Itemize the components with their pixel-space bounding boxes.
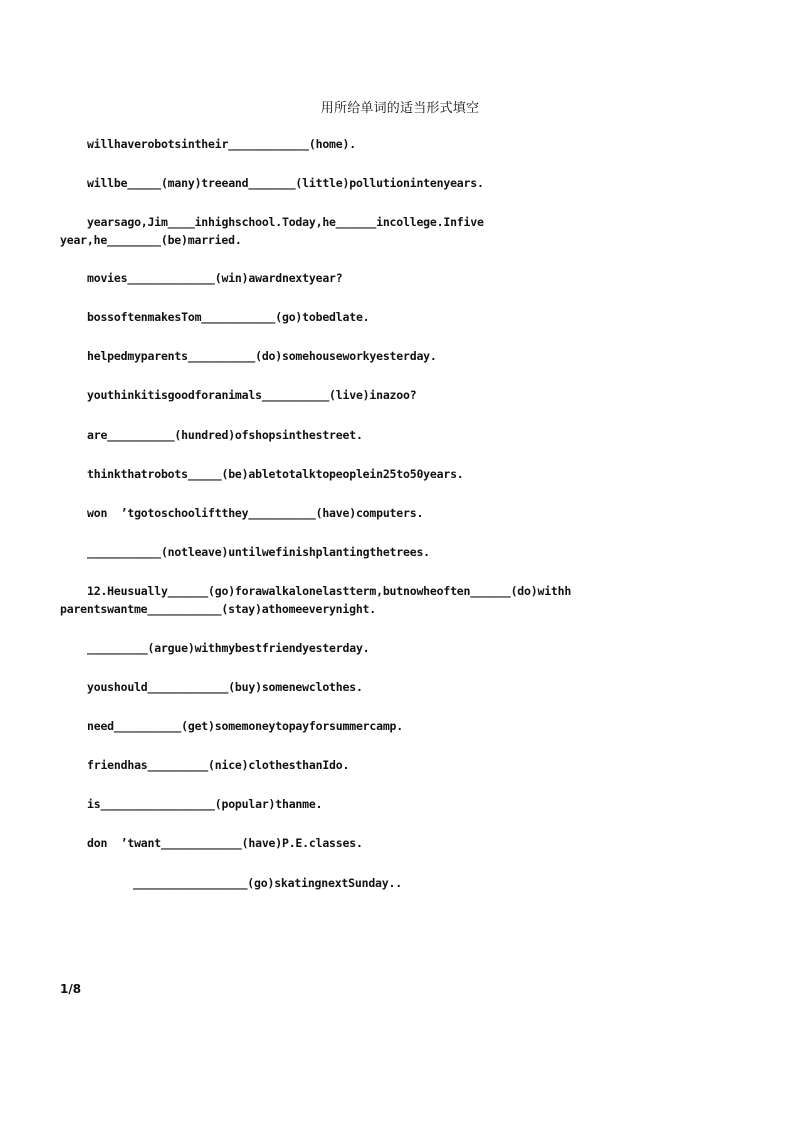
exercise-line-4: movies_____________(win)awardnextyear?: [87, 271, 343, 285]
exercise-line-7: youthinkitisgoodforanimals__________(live)inazoo?: [87, 388, 417, 402]
exercise-line-19: _________________(go)skatingnextSunday..: [133, 876, 402, 890]
exercise-line-18: don ’twant____________(have)P.E.classes.: [87, 836, 363, 850]
exercise-line-13: _________(argue)withmybestfriendyesterday.: [87, 641, 370, 655]
exercise-line-8: are__________(hundred)ofshopsinthestreet.: [87, 428, 363, 442]
exercise-line-6: helpedmyparents__________(do)somehouseworkyesterday.: [87, 349, 437, 363]
exercise-line-14: youshould____________(buy)somenewclothes.: [87, 680, 363, 694]
exercise-line-15: need__________(get)somemoneytopayforsummercamp.: [87, 719, 404, 733]
exercise-line-3-continued: year,he________(be)married.: [60, 233, 242, 247]
exercise-line-5: bossoftenmakesTom___________(go)tobedlate.: [87, 310, 370, 324]
exercise-line-9: thinkthatrobots_____(be)abletotalktopeoplein25to50years.: [87, 467, 464, 481]
exercise-line-1: willhaverobotsintheir____________(home).: [87, 137, 356, 151]
page-title: 用所给单词的适当形式填空: [320, 101, 480, 116]
exercise-line-16: friendhas_________(nice)clothesthanIdo.: [87, 758, 350, 772]
page-number: 1/8: [60, 982, 82, 996]
exercise-line-2: willbe_____(many)treeand_______(little)pollutionintenyears.: [87, 176, 484, 190]
exercise-line-12-continued: parentswantme___________(stay)athomeeverynight.: [60, 602, 377, 616]
exercise-line-17: is_________________(popular)thanme.: [87, 797, 323, 811]
exercise-line-11: ___________(notleave)untilwefinishplantingthetrees.: [87, 545, 430, 559]
exercise-line-10: won ’tgotoschooliftthey__________(have)computers.: [87, 506, 424, 520]
exercise-line-12: 12.Heusually______(go)forawalkalonelastterm,butnowheoften______(do)withh: [87, 584, 572, 598]
exercise-line-3: yearsago,Jim____inhighschool.Today,he______incollege.Infive: [87, 215, 484, 229]
